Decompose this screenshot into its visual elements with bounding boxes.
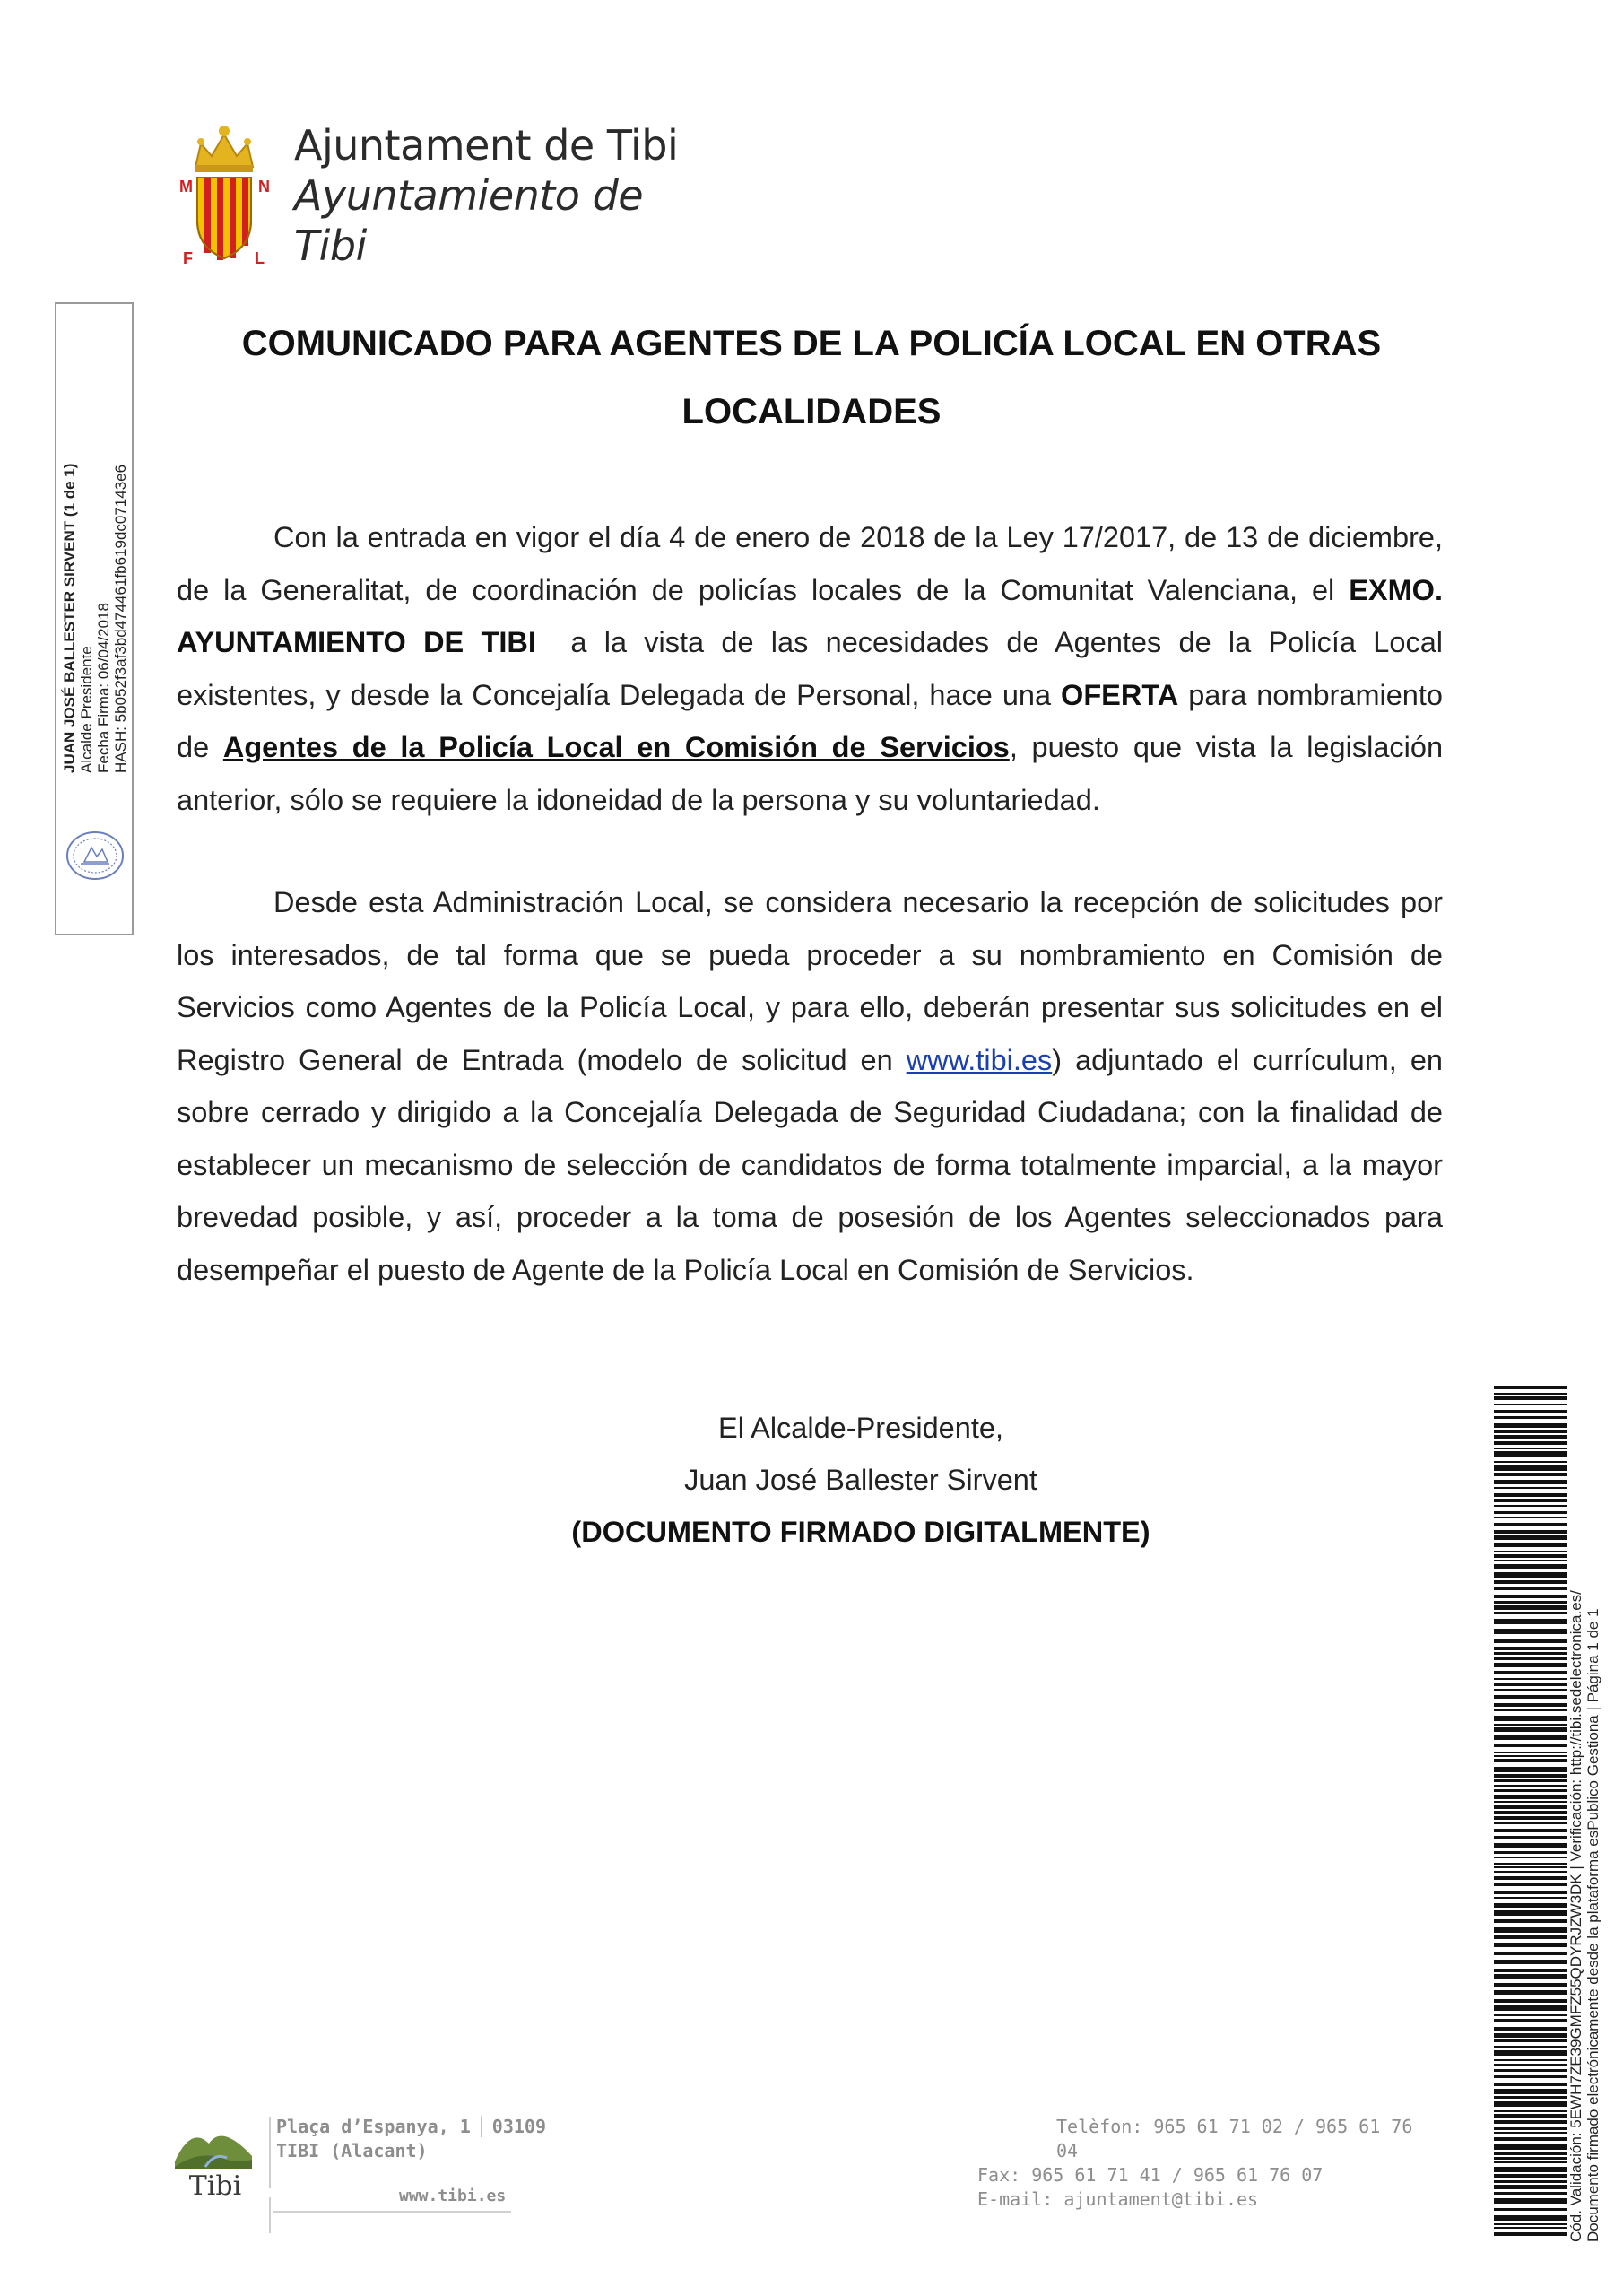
barcode-bar (1494, 1451, 1567, 1457)
validation-barcode (1494, 1386, 1567, 2238)
barcode-bar (1494, 1396, 1567, 1400)
barcode-bar (1494, 1767, 1567, 1772)
footer-website[interactable]: www.tibi.es (399, 2187, 507, 2205)
barcode-bar (1494, 1580, 1567, 1584)
barcode-bar (1494, 1910, 1567, 1916)
barcode-bar (1494, 2120, 1567, 2124)
barcode-bar (1494, 1709, 1567, 1711)
barcode-bar (1494, 1652, 1567, 1655)
barcode-bar (1494, 1829, 1567, 1832)
barcode-bar (1494, 1480, 1567, 1484)
barcode-bar (1494, 1404, 1567, 1405)
ayuntamiento-logo (170, 115, 690, 276)
barcode-bar (1494, 2174, 1567, 2178)
barcode-bar (1494, 2137, 1567, 2141)
barcode-bar (1494, 1441, 1567, 1445)
barcode-bar (1494, 1629, 1567, 1634)
document-title (179, 309, 1444, 446)
barcode-bar (1494, 1789, 1567, 1792)
barcode-bar (1494, 1891, 1567, 1894)
crest-letter-f: F (183, 249, 193, 267)
barcode-bar (1494, 2089, 1567, 2094)
barcode-bar (1494, 1505, 1567, 1507)
logo-name-spanish: Ayuntamiento de Tibi (294, 171, 644, 270)
barcode-bar (1494, 1857, 1567, 1858)
barcode-bar (1494, 2050, 1567, 2056)
barcode-bar (1494, 2185, 1567, 2189)
barcode-bar (1494, 1805, 1567, 1809)
barcode-bar (1494, 1779, 1567, 1782)
barcode-bar (1494, 1999, 1567, 2003)
barcode-bar (1494, 1943, 1567, 1947)
barcode-bar (1494, 1493, 1567, 1497)
barcode-bar (1494, 1523, 1567, 1526)
barcode-bar (1494, 2157, 1567, 2160)
barcode-bar (1494, 2215, 1567, 2221)
digitally-signed-notice: (DOCUMENTO FIRMADO DIGITALMENTE) (571, 1516, 1150, 1548)
barcode-bar (1494, 1990, 1567, 1995)
footer-divider (273, 2211, 511, 2213)
signature-hash: HASH: 5b052f3af3bd474461fb619dc07143e6 (112, 464, 129, 773)
para1-text-3: para nombramiento de (177, 678, 1443, 763)
barcode-bar (1494, 1897, 1567, 1899)
barcode-bar (1494, 2083, 1567, 2086)
logo-text (294, 120, 690, 271)
barcode-bar (1494, 1883, 1567, 1886)
barcode-bar (1494, 1572, 1567, 1578)
barcode-bar (1494, 1863, 1567, 1865)
barcode-bar (1494, 1843, 1567, 1848)
crest-letter-n: N (258, 178, 270, 196)
barcode-bar (1494, 2127, 1567, 2130)
paragraph-2 (177, 876, 1443, 1296)
paragraph-1 (177, 511, 1452, 826)
barcode-bar (1494, 2075, 1567, 2078)
barcode-bar (1494, 1473, 1567, 1476)
validation-text (1567, 1417, 1601, 2242)
address-town: TIBI (Alacant) (276, 2140, 428, 2161)
barcode-bar (1494, 1755, 1567, 1757)
barcode-bar (1494, 2046, 1567, 2048)
barcode-bar (1494, 2208, 1567, 2211)
signature-date: Fecha Firma: 06/04/2018 (95, 603, 112, 773)
footer-separator (269, 2117, 271, 2188)
barcode-bar (1494, 1554, 1567, 1558)
barcode-bar (1494, 2223, 1567, 2225)
barcode-bar (1494, 1465, 1567, 1471)
barcode-bar (1494, 2198, 1567, 2204)
barcode-bar (1494, 1876, 1567, 1880)
barcode-bar (1494, 1595, 1567, 1598)
signatory-name: Juan José Ballester Sirvent (684, 1464, 1037, 1496)
barcode-bar (1494, 1435, 1567, 1439)
barcode-bar (1494, 1727, 1567, 1732)
barcode-bar (1494, 2192, 1567, 2195)
barcode-bar (1494, 1530, 1567, 1534)
barcode-bar (1494, 1416, 1567, 1419)
barcode-bar (1494, 1499, 1567, 1502)
barcode-bar (1494, 1605, 1567, 1610)
barcode-bar (1494, 1816, 1567, 1820)
barcode-bar (1494, 1836, 1567, 1839)
barcode-bar (1494, 1663, 1567, 1667)
signer-name: JUAN JOSÉ BALLESTER SIRVENT (1 de 1) (61, 463, 78, 773)
barcode-bar (1494, 1657, 1567, 1660)
barcode-bar (1494, 1487, 1567, 1489)
para1-bold-oferta: OFERTA (1061, 678, 1179, 711)
barcode-bar (1494, 1683, 1567, 1686)
barcode-bar (1494, 1639, 1567, 1643)
barcode-bar (1494, 2019, 1567, 2022)
barcode-bar (1494, 1612, 1567, 1614)
barcode-bar (1494, 2033, 1567, 2038)
barcode-bar (1494, 1774, 1567, 1778)
address-street: Plaça d’Espanya, 1 (276, 2116, 471, 2137)
title-line-1: COMUNICADO PARA AGENTES DE LA POLICÍA LOCAL EN OTRAS (241, 324, 1382, 363)
barcode-bar (1494, 2005, 1567, 2011)
barcode-bar (1494, 2180, 1567, 2183)
barcode-bar (1494, 2132, 1567, 2134)
official-seal-icon (65, 830, 126, 882)
logo-name-valencian: Ajuntament de Tibi (294, 121, 679, 170)
footer-contact (977, 2115, 1417, 2212)
barcode-bar (1494, 1785, 1567, 1787)
para1-underlined-agentes: Agentes de la Policía Local en Comisión de Servicios (222, 731, 1010, 763)
barcode-bar (1494, 1935, 1567, 1939)
barcode-bar (1494, 1564, 1567, 1569)
barcode-bar (1494, 2027, 1567, 2031)
barcode-bar (1494, 2161, 1567, 2163)
barcode-bar (1494, 1801, 1567, 1803)
barcode-bar (1494, 1551, 1567, 1552)
barcode-bar (1494, 1822, 1567, 1824)
barcode-bar (1494, 2167, 1567, 2172)
footer-email[interactable]: E-mail: ajuntament@tibi.es (977, 2188, 1259, 2210)
barcode-bar (1494, 1871, 1567, 1873)
signatory-role: El Alcalde-Presidente, (718, 1412, 1003, 1444)
address-postcode: 03109 (491, 2116, 547, 2137)
barcode-bar (1494, 2064, 1567, 2066)
barcode-bar (1494, 1735, 1567, 1740)
coat-of-arms-icon (170, 115, 278, 276)
barcode-bar (1494, 2114, 1567, 2118)
barcode-bar (1494, 1960, 1567, 1964)
barcode-bar (1494, 2110, 1567, 2112)
barcode-bar (1494, 1560, 1567, 1561)
crest-letter-l: L (255, 249, 265, 267)
barcode-bar (1494, 1969, 1567, 1972)
barcode-bar (1494, 2069, 1567, 2072)
barcode-bar (1494, 2144, 1567, 2150)
barcode-bar (1494, 1759, 1567, 1762)
barcode-bar (1494, 1689, 1567, 1691)
barcode-bar (1494, 1601, 1567, 1604)
barcode-bar (1494, 1423, 1567, 1428)
signature-details (61, 307, 129, 773)
barcode-bar (1494, 1703, 1567, 1707)
para2-text-2: ) adjuntado el currículum, en sobre cerrado y dirigido a la Concejalía Delegada de Seguridad Ciudadana; con la finalidad de establecer un mecanismo de selección de candidatos de forma totalmente imparcial, a la mayor brevedad posible, y así, proceder a la toma de posesión de los Agentes seleccionados para desempeñar el puesto de Agente de la Policía Local en Comisión de Servicios. (177, 1043, 1443, 1286)
para1-text-2: a la vista de las necesidades de Agentes de la Policía Local existentes, y desde la Concejalía Delegada de Personal, hace una (177, 626, 1452, 711)
barcode-bar (1494, 2152, 1567, 2155)
barcode-bar (1494, 1647, 1567, 1650)
barcode-bar (1494, 1430, 1567, 1433)
validation-platform: Documento firmado electrónicamente desde la plataforma esPublico Gestiona | Página 1 de 1 (1584, 1608, 1601, 2242)
title-line-2: LOCALIDADES (681, 392, 942, 431)
barcode-bar (1494, 2014, 1567, 2016)
footer-address (276, 2115, 546, 2163)
barcode-bar (1494, 2059, 1567, 2061)
barcode-bar (1494, 1517, 1567, 1518)
barcode-bar (1494, 1724, 1567, 1726)
barcode-bar (1494, 1671, 1567, 1674)
footer-separator (269, 2197, 271, 2233)
footer-logo-text: Tibi (188, 2170, 242, 2202)
signer-role: Alcalde Presidente (78, 646, 95, 773)
barcode-bar (1494, 2227, 1567, 2229)
barcode-bar (1494, 1461, 1567, 1463)
barcode-bar (1494, 1811, 1567, 1814)
barcode-bar (1494, 1716, 1567, 1721)
barcode-bar (1494, 1927, 1567, 1933)
footer-fax: Fax: 965 61 71 41 / 965 61 76 07 (977, 2164, 1324, 2186)
barcode-bar (1494, 1795, 1567, 1799)
barcode-bar (1494, 1410, 1567, 1413)
barcode-bar (1494, 2232, 1567, 2236)
signature-block (538, 1402, 1184, 1558)
barcode-bar (1494, 1952, 1567, 1955)
tibi-website-link[interactable]: www.tibi.es (906, 1043, 1053, 1076)
barcode-bar (1494, 1535, 1567, 1540)
para1-bold-ayuntamiento: EXMO. AYUNTAMIENTO DE TIBI (177, 573, 1443, 658)
barcode-bar (1494, 1386, 1567, 1389)
barcode-bar (1494, 1393, 1567, 1395)
barcode-bar (1494, 1695, 1567, 1699)
validation-code: Cód. Validación: 5EWH7ZE39GMFZ55QDYRJZW3DK | Verificación: http://tibi.sedelectronica.es/ (1567, 1590, 1584, 2242)
barcode-bar (1494, 1851, 1567, 1854)
barcode-bar (1494, 1543, 1567, 1547)
barcode-bar (1494, 2096, 1567, 2099)
address-divider: │ (475, 2116, 487, 2137)
barcode-bar (1494, 1511, 1567, 1514)
para2-text-1: Desde esta Administración Local, se considera necesario la recepción de solicitudes por los interesados, de tal forma que se pueda proceder a su nombramiento en Comisión de Servicios como Agentes de la Policía Local, y para ello, deberán presentar sus solicitudes en el Registro General de Entrada (modelo de solicitud en (177, 886, 1443, 1076)
barcode-bar (1494, 2039, 1567, 2042)
para1-text-4: , puesto que vista la legislación anterior, sólo se requiere la idoneidad de la persona y su voluntariedad. (177, 731, 1444, 816)
barcode-bar (1494, 1903, 1567, 1908)
barcode-bar (1494, 1752, 1567, 1753)
crest-letter-m: M (179, 178, 193, 196)
barcode-bar (1494, 1983, 1567, 1987)
barcode-bar (1494, 1587, 1567, 1590)
barcode-bar (1494, 1448, 1567, 1449)
footer-phone: Telèfon: 965 61 71 02 / 965 61 76 04 (1056, 2116, 1413, 2161)
barcode-bar (1494, 1866, 1567, 1868)
barcode-bar (1494, 2101, 1567, 2107)
barcode-bar (1494, 1678, 1567, 1680)
para1-text-1: Con la entrada en vigor el día 4 de enero de 2018 de la Ley 17/2017, de 13 de diciembre, de la Generalitat, de coordinación de policías locales de la Comunitat Valenciana, el (177, 521, 1443, 606)
barcode-bar (1494, 1744, 1567, 1747)
barcode-bar (1494, 1619, 1567, 1624)
barcode-bar (1494, 1919, 1567, 1923)
barcode-bar (1494, 1974, 1567, 1979)
